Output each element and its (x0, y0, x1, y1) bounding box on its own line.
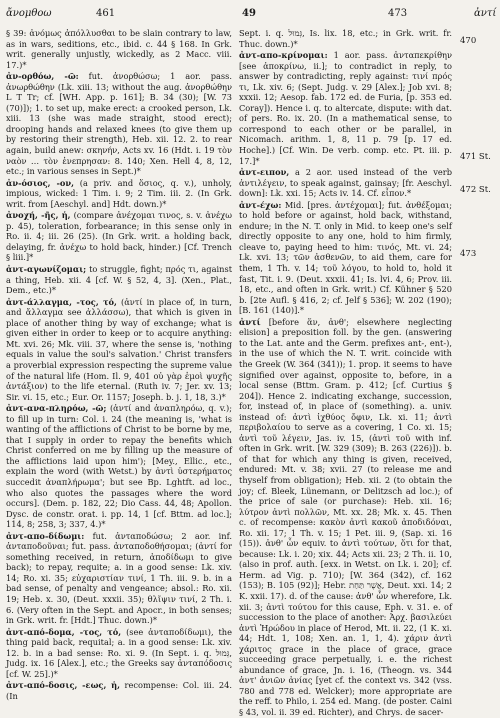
dictionary-entry (239, 317, 452, 718)
entry-text: (see ἀνταποδίδωμι), the thing paid back, requital; a. in a good sense: Lk. xiv. 12. b. in a bad sense: Ro. xi. 9. (In Sept. i. q. גְּמוּל, Judg. ix. 16 [Alex.], etc.; the Greeks say ἀνταπόδοσις [cf. W. 25].)* (6, 626, 233, 679)
right-column (239, 28, 453, 717)
dictionary-entry (6, 680, 232, 701)
entry-lemma: ἀντ-απο-κρίνομαι: (239, 50, 328, 61)
margin-ref: 471 St. (460, 152, 491, 162)
entry-lemma: ἀντ-απο-δίδωμι: (6, 530, 85, 541)
entry-text: fut. ἀνορθώσω; 1 aor. pass. ἀνωρθώθην (Lk. xiii. 13; without the aug. ἀνορθώθην L T Tr; cf. [WH. App. p. 161]; B. 34 (30); [W. 73 (70)]); 1. to set up, make erect: a crooked person, Lk. xiii. 13 (she was made straight, stood erect); drooping hands and relaxed knees (to give them up by restoring their strength), Heb. xii. 12. 2. to rear again, build anew: σκηνήν, Acts xv. 16 (Hdt. i. 19 τὸν ναὸν … τὸν ἐνεπρησαν: 8. 140; Xen. Hell 4, 8, 12, etc.; in various senses in Sept.)* (6, 71, 233, 177)
dictionary-entry (6, 403, 232, 530)
entry-text: (a priv. and ὅσιος, q. v.), unholy, impious, wicked: 1 Tim. i. 9; 2 Tim. iii. 2. (In Grk. writ. from [Aeschyl. and] Hdt. down.)* (6, 177, 232, 209)
header-page-number: 49 (242, 8, 256, 19)
margin-ref: 472 St. (460, 185, 491, 195)
entry-text: § 39: ἀνόμως ἀπόλλυσθαι to be slain contrary to law, as in wars, seditions, etc., ibid. c. 44 § 168. In Grk. writ. generally unjustly, wickedly, as 2 Macc. viii. 17.)* (6, 28, 232, 70)
dictionary-entry (6, 297, 232, 402)
entry-text: (ἀντί in place of, in turn, and ἄλλαγμα see ἀλλάσσω), that which is given in place of another thing by way of exchange; what is given either in order to keep or to acquire anything: Mt. xvi. 26; Mk. viii. 37, where the sense is, 'nothing equals in value the soul's salvation.' Christ transfers a proverbial expression respecting the supreme value of the natural life (Hom. Il. 9, 401 οὐ γὰρ ἐμοὶ ψυχῆς ἀντάξιον) to the life eternal. (Ruth iv. 7; Jer. xv. 13; Sir. vi. 15, etc.; Eur. Or. 1157; Joseph. b. j. 1, 18, 3.)* (6, 296, 232, 402)
left-column (6, 28, 233, 701)
entry-lemma: ἀν-ορθόω, -ῶ: (6, 71, 79, 82)
entry-lemma: ἀν-όσιος, -ον, (6, 177, 75, 188)
dictionary-entry (6, 178, 232, 210)
dictionary-entry (6, 71, 232, 176)
dictionary-entry (239, 167, 452, 199)
entry-text: (compare ἀνέχομαι τινος, s. v. ἀνέχω p. 45), toleration, forbearance; in this sense only in Ro. ii. 4; iii. 26 (25). (In Grk. writ. a holding back, delaying, fr. ἀνέχω to hold back, hinder.) [Cf. Trench § liii.]* (6, 210, 232, 263)
dictionary-entry (6, 627, 232, 680)
entry-lemma: ἀντ-από-δομα, -τος, τό, (6, 626, 122, 637)
margin-references (458, 28, 498, 634)
entry-lemma: ἀνοχή, -ῆς, ἡ, (6, 210, 71, 221)
header-right-entry-number: 473 (388, 8, 408, 19)
entry-lemma: ἀντ-από-δοσις, -εως, ἡ, (6, 680, 120, 691)
header-left-guide-word: ἄνομθοω (6, 8, 52, 19)
entry-text: Mid. [pres. ἀντέχομαι]; fut. ἀνθέξομαι; to hold before or against, hold back, withstand, endure; in the N. T. only in Mid. to keep one's self directly opposite to any one, hold to him firmly, cleave to, paying heed to him: τινός, Mt. vi. 24; Lk. xvi. 13; τῶν ἀσθενῶν, to aid them, care for them, 1 Th. v. 14; τοῦ λόγου, to hold to, hold it fast, Tit. i. 9. (Deut. xxxii. 41; Is. lvi. 4, 6; Prov. iii. 18, etc., and often in Grk. writ.) Cf. Kühner § 520 b. [2te Aufl. § 416, 2; cf. Jelf § 536]; W. 202 (190); [B. 161 (140)].* (239, 199, 453, 316)
header-right-guide-word: ἀντί (474, 8, 497, 19)
dictionary-entry (6, 28, 232, 70)
entry-text: fut. ἀνταποδώσω; 2 aor. inf. ἀνταποδοῦναι; fut. pass. ἀνταποδοθήσομαι; (ἀντί for something received, in return, ἀποδίδωμι to give back); to repay, requite; a. in a good sense: Lk. xiv. 14; Ro. xi. 35; εὐχαριστίαν τινί, 1 Th. iii. 9. b. in a bad sense, of penalty and vengeance; absol.: Ro. xii. 19; Heb. x. 30, (Deut. xxxii. 35); θλῖψιν τινί, 2 Th. i. 6. (Very often in the Sept. and Apocr., in both senses; in Grk. writ. fr. [Hdt.] Thuc. down.)* (6, 530, 232, 626)
entry-text: recompense: Col. iii. 24. (In (6, 680, 232, 701)
entry-lemma: ἀντ-αγωνίζομαι; (6, 264, 87, 275)
entry-text: [before ἅν, ἀνθ'; elsewhere neglecting elision] a preposition foll. by the gen. (answering to the Lat. ante and the Germ. prefixes ant-, ent-), in the use of which the N. T. writ. coincide with the Greek (W. 364 (341)); 1. prop. it seems to have signified over against, opposite to, before, in a local sense (Bttm. Gram. p. 412; [cf. Curtius § 204]). Hence 2. indicating exchange, succession, for, instead of, in place of (something). a. univ. instead of: ἀντὶ ἰχθύος ὄφιν, Lk. xi. 11; ἀντὶ περιβολαίου to serve as a covering, 1 Co. xi. 15; ἀντὶ τοῦ λέγειν, Jas. iv. 15, (ἀντὶ τοῦ with inf. often in Grk. writ. [W. 329 (309); B. 263 (226)]). b. of that for which any thing is given, received, endured: Mt. v. 38; xvii. 27 (to release me and thyself from obligation); Heb. xii. 2 (to obtain the joy; cf. Bleek, Lünemann, or Delitzsch ad loc.); of the price of sale (or purchase): Heb. xii. 16; λύτρον ἀντὶ πολλῶν, Mt. xx. 28; Mk. x. 45. Then c. of recompense: κακὸν ἀντὶ κακοῦ ἀποδιδόναι, Ro. xii. 17; 1 Th. v. 15; 1 Pet. iii. 9, (Sap. xi. 16 (15)). ἀνθ' ὧν equiv. to ἀντὶ τούτων, ὅτι for that, because: Lk. i. 20; xix. 44; Acts xii. 23; 2 Th. ii. 10, (also in prof. auth. [exx. in Wetst. on Lk. i. 20]; cf. Herm. ad Vig. p. 710); [W. 364 (342), cf. 162 (153); B. 105 (92)]; Hebr. אֲשֶׁר תַּחַת, Deut. xxi. 14; 2 K. xxii. 17). d. of the cause: ἀνθ' ὧν wherefore, Lk. xii. 3; ἀντὶ τούτου for this cause, Eph. v. 31. e. of succession to the place of another: Ἀρχ. βασιλεύει ἀντὶ Ἡρώδου in place of Herod, Mt. ii. 22, (1 K. xi. 44; Hdt. 1, 108; Xen. an. 1, 1, 4). χάριν ἀντὶ χάριτος grace in the place of grace, grace succeeding grace perpetually, i. e. the richest abundance of grace, Jn. i. 16, (Theogn. vs. 344 ἀντ' ἀνιῶν ἀνίας [yet cf. the context vs. 342 (vss. 780 and 778 ed. Welcker); more appropriate are the reff. to Philo, i. 254 ed. Mang. (de poster. Caini § 43, vol. ii. 39 ed. Richter), and Chrys. de sacer- (239, 316, 452, 717)
header-left-entry-number: 461 (96, 8, 116, 19)
dictionary-entry (6, 264, 232, 296)
dictionary-entry (239, 200, 452, 316)
entry-text: 1 aor. pass. ἀνταπεκρίθην [see ἀποκρίνω, ii.]; to contradict in reply, to answer by contradicting, reply against: τινί πρός τι, Lk. xiv. 6; (Sept. Judg. v. 29 [Alex.]; Job xvi. 8; xxxii. 12; Aesop. fab. 172 ed. de Furia, [p. 353 ed. Coray]). Hence i. q. to altercate, dispute: with dat. of pers. Ro. ix. 20. (In a mathematical sense, to correspond to each other or be parallel, in Nicomach. arithm. 1, 8, 11 p. 79 [p. 17 ed. Hoche].) [Cf. Win. De verb. comp. etc. Pt. iii. p. 17.]* (239, 50, 452, 166)
page-header (0, 8, 500, 24)
entry-text: a 2 aor. used instead of the verb ἀντιλέγειν, to speak against, gainsay; [fr. Aeschyl. down]: Lk. xxi. 15; Acts iv. 14. Cf. εἶπον.* (239, 167, 452, 199)
entry-lemma: ἀντ-άλλαγμα, -τος, τό, (6, 296, 117, 307)
entry-text: (ἀντί and ἀναπληρόω, q. v.); to fill up in turn: Col. i. 24 (the meaning is, 'what is wanting of the afflictions of Christ to be borne by me, that I supply in order to repay the benefits which Christ conferred on me by filling up the measure of the afflictions laid upon him'); [Mey., Ellic., etc., explain the word (with Wetst.) by ἀντὶ ὑστερήματος succedit ἀναπλήρωμα'; but see Bp. Lghtft. ad loc., who also quotes the passages where the word occurs]. (Dem. p. 182, 22; Dio Cass. 44, 48; Apollon. Dysc. de constr. orat. i. pp. 14, 1 [cf. Bttm. ad loc.]; 114, 8; 258, 3; 337, 4.)* (6, 403, 233, 530)
dictionary-entry (239, 28, 452, 49)
entry-text: Sept. i. q. גְּמוּל, Is. lix. 18, etc.; in Grk. writ. fr. Thuc. down.)* (239, 28, 452, 49)
dictionary-entry (6, 210, 232, 263)
dictionary-entry (6, 531, 232, 626)
margin-ref: 470 (460, 36, 477, 46)
dictionary-entry (239, 50, 452, 166)
entry-lemma: ἀντ-ειπον, (239, 167, 290, 178)
entry-lemma: ἀντ-ανα-πληρόω, -ῶ; (6, 403, 107, 414)
entry-lemma: ἀντί (239, 316, 261, 327)
margin-ref: 473 (460, 249, 477, 259)
entry-text: to struggle, fight; πρός τι, against a thing, Heb. xii. 4 [cf. W. § 52, 4, 3]. (Xen., Plat., Dem., etc.)* (6, 264, 233, 296)
entry-lemma: ἀντ-έχω: (239, 199, 282, 210)
